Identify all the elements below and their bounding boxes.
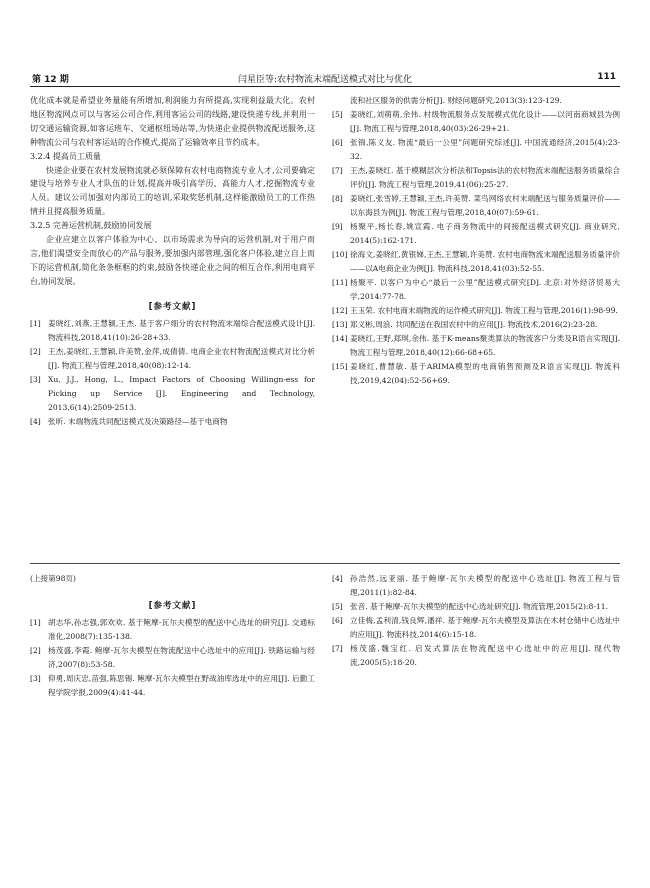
reference-text: 姜晓红,张雪婷,王慧颖,王杰,许美赞. 菜鸟网络农村末端配送与服务质量评价——以东海县为例[J]. 物流工程与管理,2018,40(07):59-61. (350, 194, 620, 217)
running-header (30, 72, 620, 87)
reference-item (332, 276, 620, 304)
reference-text: 流和社区服务的供需分析[J]. 财经问题研究,2013(3):123-129. (350, 96, 562, 105)
reference-item (30, 317, 315, 345)
reference-text: 王杰,姜晓红. 基于模糊层次分析法和Topsis法的农村物流末端配送服务质量综合评价[J]. 物流工程与管理,2019,41(06):25-27. (350, 166, 620, 189)
reference-text: 杨聚平,杨长春,姚宣霞. 电子商务物流中的间接配送模式研究[J]. 商业研究, 2014(5):162-171. (350, 222, 620, 245)
reference-item (332, 248, 620, 276)
reference-item (30, 345, 315, 373)
reference-text: 杨茂盛,魏宝红. 启发式算法在物流配送中心选址中的应用[J]. 现代物流,2005(5):18-20. (350, 644, 620, 667)
reference-text: Xu, J.J., Hong, L., Impact Factors of Choosing Willingn-ess for Picking up Service [J]. Engineering and Technology, 2013,6(14):2509-2513. (48, 374, 315, 412)
body-paragraph: 优化成本就是希望业务量能有所增加,利润能力有所提高,实现利益最大化。农村地区物流网点可以与客运公司合作,利用客运公司的线路,建设快递专线,并利用一切交通运输资源,如客运班车、交通枢纽场站等,为快递企业提供物流配送服务,这种物流公司与农村客运站的合作模式,提高了运输效率且节约成本。 (30, 96, 315, 147)
reference-number: [5] (332, 602, 343, 611)
reference-item (332, 192, 620, 220)
left-column-top (30, 94, 315, 429)
reference-item (30, 672, 315, 700)
reference-item (332, 136, 620, 164)
reference-number: [13] (332, 320, 348, 329)
continued-note: (上接第98页) (30, 574, 76, 583)
reference-item (30, 616, 315, 644)
reference-text: 郑义彬,周浪. 共同配送在我国农村中的应用[J]. 物流技术,2016(2):23-28. (350, 320, 598, 329)
reference-number: [15] (332, 362, 348, 371)
reference-number: [3] (30, 374, 41, 384)
running-title: 闫星臣等:农村物流末端配送模式对比与优化 (237, 75, 413, 85)
reference-number: [4] (332, 574, 343, 583)
reference-number: [1] (30, 617, 41, 627)
reference-number: [8] (332, 194, 343, 203)
body-paragraph: 快递企业要在农村发展物流就必须保障有农村电商物流专业人才,公司要确定建设与培养专业人才队伍的计划,提高并吸引高学历、高能力人才,挖掘物流专业人员。建议公司加强对内部员工的培训,采取奖惩机制,这样能激励员工的工作热情并且提高服务质量。 (30, 165, 315, 217)
reference-list (30, 616, 315, 700)
reference-text: 姜晓红,刘燕,王慧颖,王杰. 基于客户细分的农村物流末端综合配送模式设计[J]. 物流科技,2018,41(10):26-28+33. (48, 318, 315, 342)
reference-text: 仰勇,周庆忠,苗强,陈思锡. 鲍摩-瓦尔夫模型在野战油库选址中的应用[J]. 后勤工程学院学报,2009(4):41-44. (48, 673, 315, 697)
reference-text: 张昕. 末端物流共同配送模式及决策路径—基于电商物 (48, 416, 228, 426)
reference-number: [6] (332, 616, 343, 625)
reference-item (332, 318, 620, 332)
reference-number: [2] (30, 346, 41, 356)
reference-item (332, 572, 620, 600)
section-heading-3-2-4: 3.2.4 提高员工质量 (30, 151, 101, 161)
issue-number: 第 12 期 (32, 75, 69, 85)
reference-number: [5] (332, 110, 343, 119)
section-divider (30, 563, 620, 564)
reference-text: 立佳梅,孟利清,钱良辉,潘祥. 基于鲍摩-瓦尔夫模型及算法在木材仓储中心选址中的应用[J]. 物流科技,2014(6):15-18. (350, 616, 620, 639)
right-column-top (332, 94, 620, 388)
reference-item (332, 108, 620, 136)
reference-item (332, 614, 620, 642)
reference-item (332, 360, 620, 388)
reference-item (332, 600, 620, 614)
reference-number: [11] (332, 278, 348, 287)
reference-text: 杨茂盛,李霞. 鲍摩-瓦尔夫模型在物流配送中心选址中的应用[J]. 铁路运输与经济,2007(8):53-58. (48, 645, 315, 669)
section-heading-3-2-5: 3.2.5 完善运营机制,鼓励协同发展 (30, 221, 152, 231)
reference-item (332, 332, 620, 360)
references-heading: [参考文献] (148, 301, 197, 312)
reference-text: 胡志华,孙志强,郭欢欢. 基于鲍摩-瓦尔夫模型的配送中心选址的研究[J]. 交通标准化,2008(7):135-138. (48, 617, 315, 641)
page-number: 111 (597, 72, 616, 82)
reference-item (332, 164, 620, 192)
reference-number: [3] (30, 673, 41, 683)
reference-text: 姜晓红,王野,郑琪,余伟. 基于K-means聚类算法的物流客户分类及R语言实现[J]. 物流工程与管理,2018,40(12):66-68+65. (350, 334, 620, 357)
reference-number: [4] (30, 416, 41, 426)
reference-item (332, 94, 620, 108)
reference-number: [12] (332, 306, 348, 315)
reference-text: 徐海文,姜晓红,黄银娣,王杰,王慧颖,许美赞. 农村电商物流末端配送服务质量评价——以A电商企业为例[J]. 物流科技,2018,41(03):52-55. (350, 250, 620, 273)
reference-number: [2] (30, 645, 41, 655)
body-paragraph: 企业应建立以客户体验为中心、以市场需求为导向的运营机制,对于用户而言,他们渴望安全而放心的产品与服务,要加强内部管理,强化客户体验,建立自上而下的运营机制,简化条条框框的约束,鼓励各快递企业之间的相互合作,利用电商平台,协同发展。 (30, 235, 315, 286)
reference-number: [9] (332, 222, 343, 231)
reference-number: [6] (332, 138, 343, 147)
reference-item (332, 220, 620, 248)
reference-number: [10] (332, 250, 348, 259)
reference-text: 姜晓红,刘萌萌,余伟. 村级物流服务点发展模式优化设计——以河南商城县为例[J]. 物流工程与管理,2018,40(03):26-29+21. (350, 110, 620, 133)
reference-text: 姜晓红,曹慧敏. 基于ARIMA模型的电商销售预测及R语言实现[J]. 物流科技,2019,42(04):52-56+69. (350, 362, 620, 385)
reference-item (332, 642, 620, 670)
reference-item (30, 415, 315, 429)
reference-number: [14] (332, 334, 348, 343)
reference-item (30, 644, 315, 672)
reference-list (30, 317, 315, 429)
references-heading: [参考文献] (148, 601, 197, 611)
reference-item (332, 304, 620, 318)
reference-text: 张音. 基于鲍摩-瓦尔夫模型的配送中心选址研究[J]. 物流管理,2015(2):8-11. (350, 602, 608, 611)
reference-text: 王玉荣. 农村电商末端物流的运作模式研究[J]. 物流工程与管理,2016(1):98-99. (350, 306, 618, 315)
left-column-bottom (30, 572, 315, 700)
reference-item (30, 373, 315, 415)
reference-number: [7] (332, 644, 343, 653)
right-column-bottom (332, 572, 620, 670)
reference-text: 王杰,姜晓红,王慧颖,许美赞,金萍,成倩倩. 电商企业农村物流配送模式对比分析[J]. 物流工程与管理,2018,40(08):12-14. (48, 346, 315, 370)
reference-text: 孙浩然,远亚丽. 基于鲍摩-瓦尔夫模型的配送中心选址[J]. 物流工程与管理,2011(1):82-84. (350, 574, 620, 597)
reference-text: 张锦,陈义友. 物流“最后一公里”问题研究综述[J]. 中国流通经济,2015(4):23-32. (350, 138, 620, 161)
reference-text: 杨聚平. 以客户为中心“最后一公里”配送模式研究[D]. 北京:对外经济贸易大学,2014:77-78. (350, 278, 620, 301)
reference-number: [7] (332, 166, 343, 175)
reference-number: [1] (30, 318, 41, 328)
